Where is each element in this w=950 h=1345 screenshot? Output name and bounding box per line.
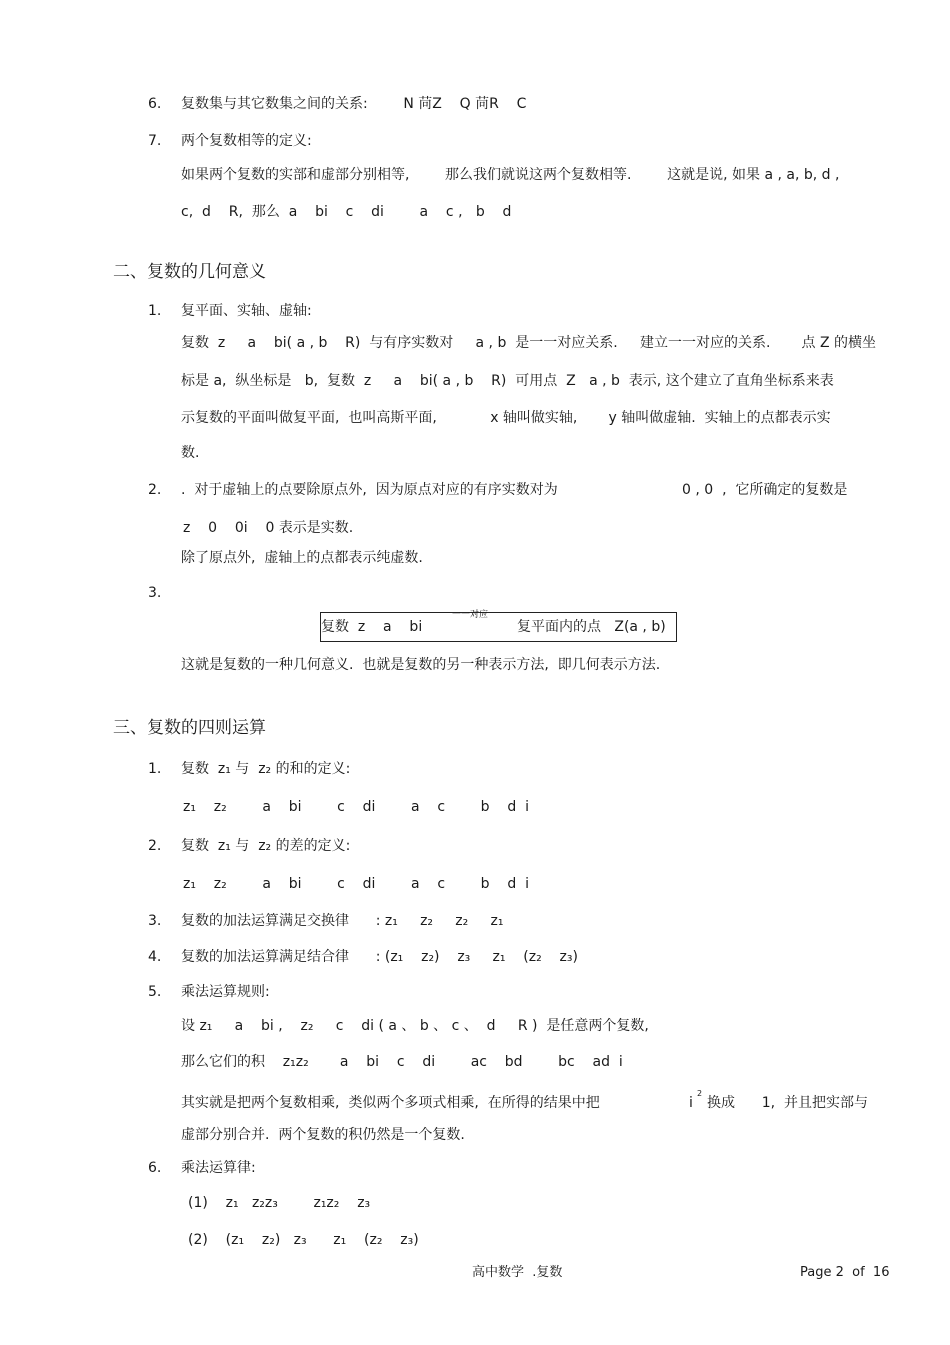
s3-item-1-number: 1. — [148, 761, 162, 777]
s3-item-5-line1: 设 z₁ a bi , z₂ c di ( a 、 b 、 c 、 d R ) 是任意两个复数, — [181, 1018, 649, 1034]
section-3-heading: 三、复数的四则运算 — [113, 718, 266, 738]
s2-item-1-number: 1. — [148, 303, 162, 319]
item-6-text: 复数集与其它数集之间的关系: N 苘Z Q 苘R C — [181, 96, 527, 112]
item-7-number: 7. — [148, 133, 162, 149]
s2-item-1-line2: 标是 a, 纵坐标是 b, 复数 z a bi( a , b R) 可用点 Z a , b 表示, 这个建立了直角坐标系来表 — [181, 373, 834, 389]
item-7-line1: 如果两个复数的实部和虚部分别相等, 那么我们就说这两个复数相等. 这就是说, 如果 a , a, b, d , — [181, 167, 840, 183]
s3-item-2-number: 2. — [148, 838, 162, 854]
s3-item-4-text: 复数的加法运算满足结合律 : (z₁ z₂) z₃ z₁ (z₂ z₃) — [181, 949, 578, 965]
s2-item-1-title: 复平面、实轴、虚轴: — [181, 303, 312, 319]
s2-item-3-caption: 这就是复数的一种几何意义. 也就是复数的另一种表示方法, 即几何表示方法. — [181, 657, 661, 673]
s2-item-1-line4: 数. — [181, 445, 200, 461]
s3-item-1-formula: z₁ z₂ a bi c di a c b d i — [183, 799, 530, 815]
s3-item-5-number: 5. — [148, 984, 162, 1000]
s2-item-2-line3: 除了原点外, 虚轴上的点都表示纯虚数. — [181, 550, 423, 566]
footer-page-number: Page 2 of 16 — [800, 1265, 890, 1280]
item-6-number: 6. — [148, 96, 162, 112]
i-squared-exponent: 2 — [697, 1089, 703, 1098]
s3-item-3-number: 3. — [148, 913, 162, 929]
s2-item-1-line3: 示复数的平面叫做复平面, 也叫高斯平面, x 轴叫做实轴, y 轴叫做虚轴. 实轴上的点都表示实 — [181, 410, 831, 426]
footer-title: 高中数学 .复数 — [472, 1265, 563, 1280]
s3-item-2-formula: z₁ z₂ a bi c di a c b d i — [183, 876, 530, 892]
s3-item-3-text: 复数的加法运算满足交换律 : z₁ z₂ z₂ z₁ — [181, 913, 504, 929]
s2-item-2-line2: z 0 0i 0 表示是实数. — [183, 520, 354, 536]
s2-item-2-line1-end: 0 , 0 , 它所确定的复数是 — [682, 482, 848, 498]
s3-item-6-law-2: (2) (z₁ z₂) z₃ z₁ (z₂ z₃) — [188, 1232, 419, 1248]
s3-item-6-number: 6. — [148, 1160, 162, 1176]
s2-item-2-line1: . 对于虚轴上的点要除原点外, 因为原点对应的有序实数对为 — [181, 482, 558, 498]
s3-item-5-line3-end: 换成 1, 并且把实部与 — [707, 1095, 868, 1111]
s2-item-1-line1: 复数 z a bi( a , b R) 与有序实数对 a , b 是一一对应关系. 建立一一对应的关系. 点 Z 的横坐 — [181, 335, 877, 351]
s3-item-1-title: 复数 z₁ 与 z₂ 的和的定义: — [181, 761, 351, 777]
s3-item-2-title: 复数 z₁ 与 z₂ 的差的定义: — [181, 838, 351, 854]
s3-item-4-number: 4. — [148, 949, 162, 965]
item-7-line2: c, d R, 那么 a bi c di a c , b d — [181, 204, 512, 220]
item-7-title: 两个复数相等的定义: — [181, 133, 312, 149]
correspondence-right: 复平面内的点 Z(a , b) — [517, 619, 666, 635]
s3-item-5-line3: 其实就是把两个复数相乘, 类似两个多项式相乘, 在所得的结果中把 — [181, 1095, 600, 1111]
s3-item-6-law-1: (1) z₁ z₂z₃ z₁z₂ z₃ — [188, 1195, 371, 1211]
s3-item-5-line4: 虚部分别合并. 两个复数的积仍然是一个复数. — [181, 1127, 465, 1143]
s2-item-3-number: 3. — [148, 585, 162, 601]
s3-item-5-title: 乘法运算规则: — [181, 984, 270, 1000]
i-squared-base: i — [689, 1095, 693, 1111]
s2-item-2-number: 2. — [148, 482, 162, 498]
correspondence-arrow-label: 一一对应 — [452, 610, 489, 620]
s3-item-6-title: 乘法运算律: — [181, 1160, 256, 1176]
correspondence-left: 复数 z a bi — [321, 619, 423, 635]
s3-item-5-line2: 那么它们的积 z₁z₂ a bi c di ac bd bc ad i — [181, 1054, 623, 1070]
section-2-heading: 二、复数的几何意义 — [113, 262, 266, 282]
